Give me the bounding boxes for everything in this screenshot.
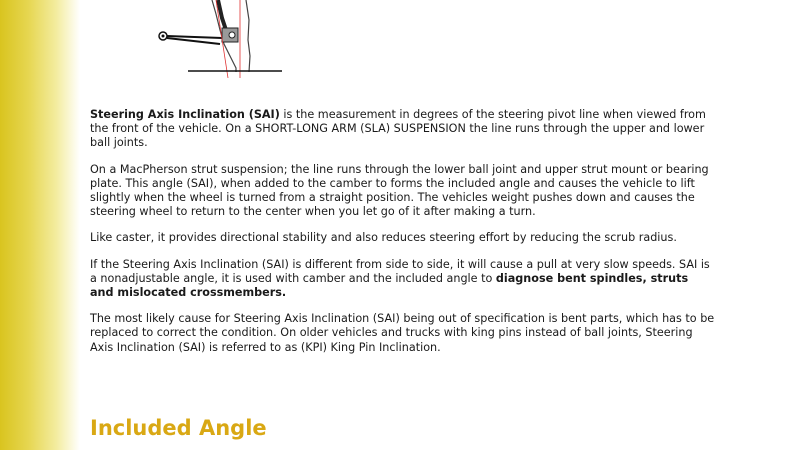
paragraph-caster: Like caster, it provides directional stability and also reduces steering effort by reducing the scrub radius. — [90, 231, 677, 245]
side-gradient-bar — [0, 0, 80, 450]
paragraph-sai-definition — [90, 108, 715, 151]
sai-definition-text: is the measurement in degrees of the steering pivot line when viewed from the front of the vehicle. On a SHORT-LONG ARM (SLA) SUSPENSION the line runs through the upper and lower ball joints. — [90, 108, 706, 150]
section-heading-included-angle: Included Angle — [90, 416, 267, 440]
sai-term: Steering Axis Inclination (SAI) — [90, 108, 280, 121]
diagnose-emphasis: diagnose bent spindles, struts and mislocated crossmembers. — [90, 271, 689, 300]
pull-text: If the Steering Axis Inclination (SAI) is different from side to side, it will cause a pull at very slow speeds. SAI is a nonadjustable angle, it is used with camber and the included angle to — [90, 257, 710, 285]
paragraph-kpi: The most likely cause for Steering Axis Inclination (SAI) being out of specification is bent parts, which has to be replaced to correct the condition. On older vehicles and trucks with king pins instead of ball joints, Steering Axis Inclination (SAI) is referred to as (KPI) King Pin Inclination. — [90, 312, 715, 354]
steering-axis-diagram — [150, 0, 290, 80]
content-body — [90, 108, 715, 367]
paragraph-macpherson: On a MacPherson strut suspension; the line runs through the lower ball joint and upper strut mount or bearing plate. This angle (SAI), when added to the camber to forms the included angle and causes the vehicle to lift slightly when the wheel is turned from a straight position. The vehicles weight pushes down and causes the steering wheel to return to the center when you let go of it after making a turn. — [90, 162, 709, 219]
paragraph-pull — [90, 258, 715, 301]
steering-axis-diagram-icon — [150, 0, 290, 80]
